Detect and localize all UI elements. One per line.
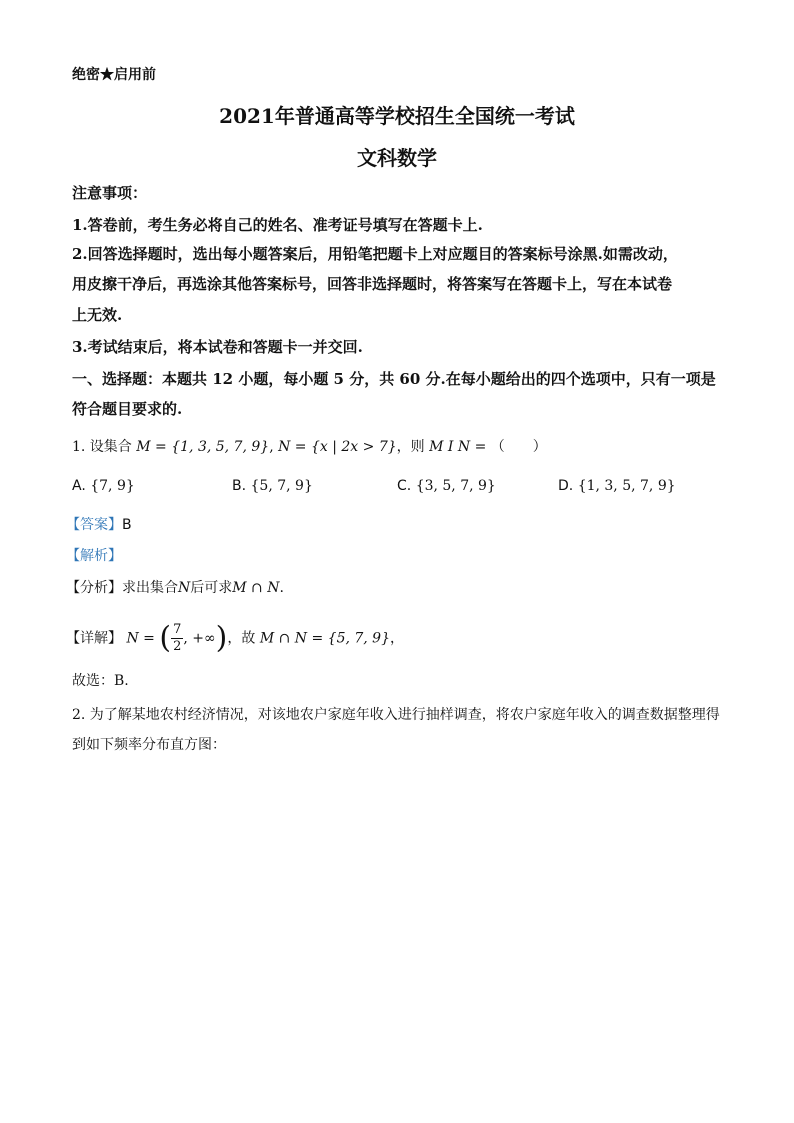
fraction-denominator: 2 [173, 639, 182, 654]
detail-expression: M ∩ N = {5, 7, 9} [259, 630, 390, 647]
fenxi-expression: M ∩ N [232, 580, 280, 596]
fenxi-set-n: N [178, 580, 191, 596]
fenxi-line [66, 577, 284, 597]
option-b-label: B. [232, 478, 247, 494]
detail-end: ， [390, 630, 404, 647]
answer-value: B [122, 517, 132, 533]
left-paren: ( [159, 620, 172, 656]
option-d [558, 478, 676, 494]
answer-line [66, 514, 132, 534]
fenxi-text-1: 求出集合 [122, 580, 178, 596]
question-1-stem [72, 436, 547, 456]
question-2-line-2: 到如下频率分布直方图： [72, 737, 226, 753]
exam-subject: 文科数学 [357, 146, 437, 170]
detail-set-n: N = [126, 630, 155, 647]
question-1-ask: ，则 [396, 439, 425, 455]
option-d-value: {1, 3, 5, 7, 9} [577, 478, 676, 494]
option-b-value: {5, 7, 9} [250, 478, 313, 494]
set-n-definition: N = {x | 2x > 7} [278, 439, 397, 455]
option-a [72, 478, 135, 494]
detail-line [66, 622, 404, 655]
fenxi-text-2: 后可求 [190, 580, 233, 596]
question-1-blank: （ ） [490, 439, 547, 455]
question-1-expression: M I N = [429, 439, 487, 455]
option-c [397, 478, 496, 494]
option-b [232, 478, 313, 494]
notice-heading: 注意事项： [72, 184, 148, 202]
answer-tag: 【答案】 [66, 517, 122, 533]
exam-title: 2021年普通高等学校招生全国统一考试 [219, 104, 575, 128]
detail-text: ，故 [227, 630, 256, 647]
option-c-value: {3, 5, 7, 9} [415, 478, 496, 494]
question-1-prefix: 1. 设集合 [72, 439, 132, 455]
option-d-label: D. [558, 478, 574, 494]
analysis-tag: 【解析】 [66, 548, 122, 564]
set-m-definition: M = {1, 3, 5, 7, 9} [136, 439, 270, 455]
notice-item-2-line-1: 2.回答选择题时，选出每小题答案后，用铅笔把题卡上对应题目的答案标号涂黑.如需改动， [72, 245, 678, 263]
fraction-numerator: 7 [173, 622, 182, 637]
interval-infinity: , +∞ [183, 630, 216, 647]
notice-item-1: 1.答卷前，考生务必将自己的姓名、准考证号填写在答题卡上. [72, 216, 483, 234]
question-1-separator: , [269, 439, 274, 455]
right-paren: ) [215, 620, 228, 656]
question-1-conclusion: 故选：B. [72, 673, 129, 689]
confidential-mark: 绝密★启用前 [72, 67, 156, 83]
fraction-seven-halves [171, 622, 183, 655]
option-a-value: {7, 9} [90, 478, 135, 494]
notice-item-3: 3.考试结束后，将本试卷和答题卡一并交回. [72, 338, 363, 356]
notice-item-2-line-3: 上无效. [72, 306, 123, 324]
option-c-label: C. [397, 478, 412, 494]
option-a-label: A. [72, 478, 86, 494]
section-heading-line-1: 一、选择题：本题共 12 小题，每小题 5 分，共 60 分.在每小题给出的四个选项中，只有一项是 [72, 370, 716, 388]
fenxi-end: . [279, 580, 284, 596]
question-2-line-1: 2. 为了解某地农村经济情况，对该地农户家庭年收入进行抽样调查，将农户家庭年收入的调查数据整理得 [72, 707, 720, 723]
section-heading-line-2: 符合题目要求的. [72, 400, 183, 418]
notice-item-2-line-2: 用皮擦干净后，再选涂其他答案标号，回答非选择题时，将答案写在答题卡上，写在本试卷 [72, 275, 673, 293]
fenxi-tag: 【分析】 [66, 580, 122, 596]
detail-tag: 【详解】 [66, 630, 122, 647]
